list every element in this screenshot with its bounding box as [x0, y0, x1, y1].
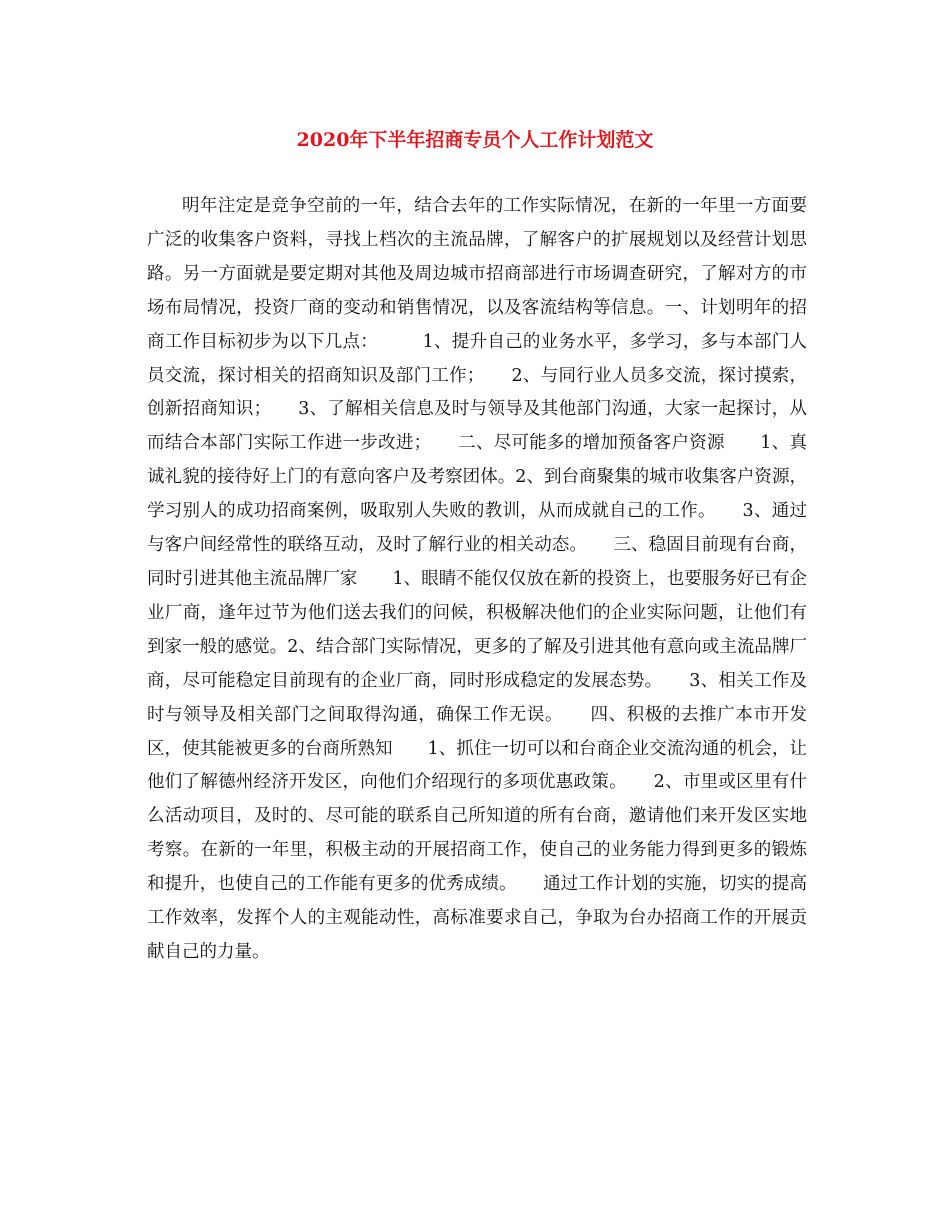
document-body-paragraph: 明年注定是竞争空前的一年，结合去年的工作实际情况，在新的一年里一方面要广泛的收集客户资料，寻找上档次的主流品牌，了解客户的扩展规划以及经营计划思路。另一方面就是要定期对其他及周边城市招商部进行市场调查研究，了解对方的市场布局情况，投资厂商的变动和销售情况，以及客流结构等信息。一、计划明年的招商工作目标初步为以下几点： 1、提升自己的业务水平，多学习，多与本部门人员交流，探讨相关的招商知识及部门工作； 2、与同行业人员多交流，探讨摸索，创新招商知识； 3、了解相关信息及时与领导及其他部门沟通，大家一起探讨，从而结合本部门实际工作进一步改进； 二、尽可能多的增加预备客户资源 1、真诚礼貌的接待好上门的有意向客户及考察团体。2、到台商聚集的城市收集客户资源，学习别人的成功招商案例，吸取别人失败的教训，从而成就自己的工作。 3、通过与客户间经常性的联络互动，及时了解行业的相关动态。 三、稳固目前现有台商，同时引进其他主流品牌厂家 1、眼睛不能仅仅放在新的投资上，也要服务好已有企业厂商，逢年过节为他们送去我们的问候，积极解决他们的企业实际问题，让他们有到家一般的感觉。2、结合部门实际情况，更多的了解及引进其他有意向或主流品牌厂商，尽可能稳定目前现有的企业厂商，同时形成稳定的发展态势。 3、相关工作及时与领导及相关部门之间取得沟通，确保工作无误。 四、积极的去推广本市开发区，使其能被更多的台商所熟知 1、抓住一切可以和台商企业交流沟通的机会，让他们了解德州经济开发区，向他们介绍现行的多项优惠政策。 2、市里或区里有什么活动项目，及时的、尽可能的联系自己所知道的所有台商，邀请他们来开发区实地考察。在新的一年里，积极主动的开展招商工作，使自己的业务能力得到更多的锻炼和提升，也使自己的工作能有更多的优秀成绩。 通过工作计划的实施，切实的提高工作效率，发挥个人的主观能动性，高标准要求自己，争取为台办招商工作的开展贡献自己的力量。 [147, 196, 807, 962]
document-title: 2020年下半年招商专员个人工作计划范文 [296, 129, 654, 151]
